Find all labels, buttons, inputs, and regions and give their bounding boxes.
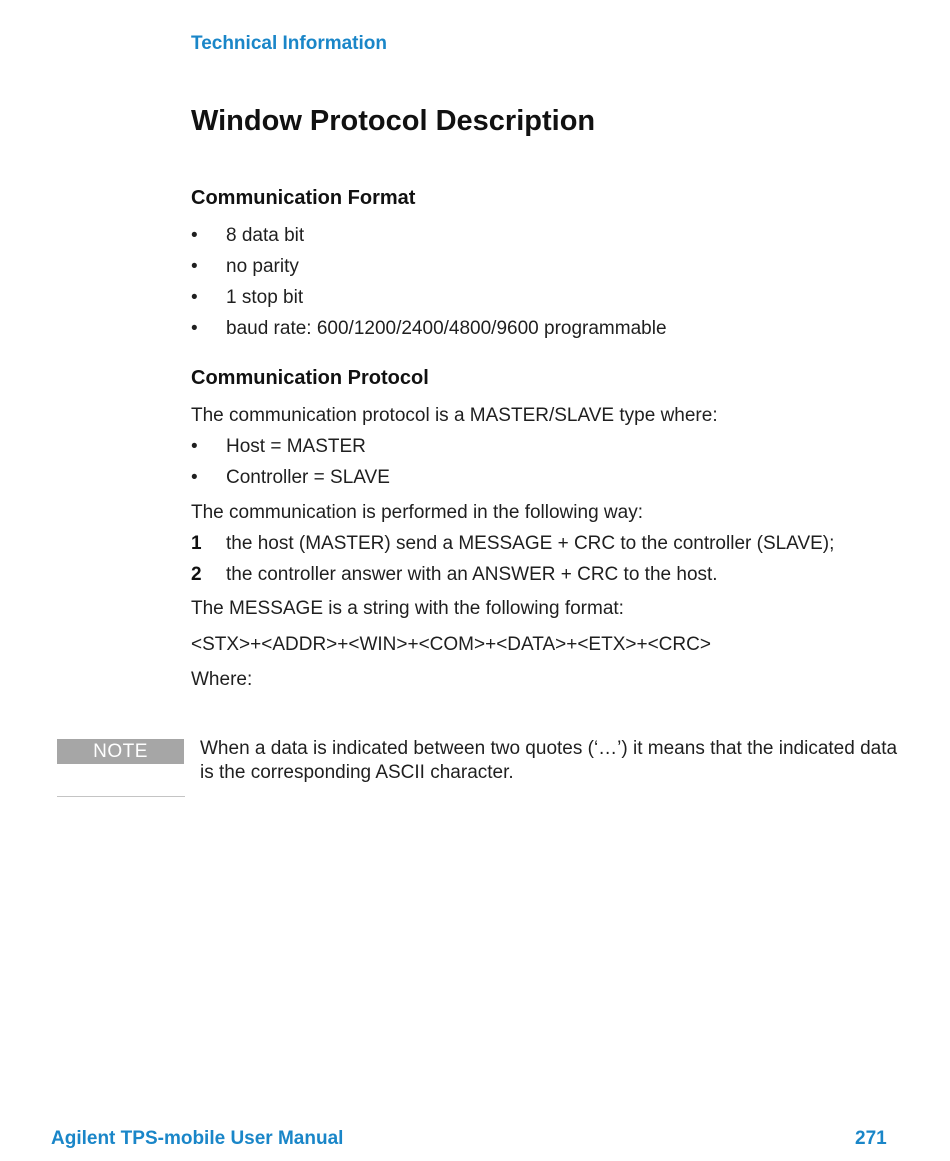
message-intro: The MESSAGE is a string with the following format: [191,598,624,619]
step-number: 2 [191,564,202,585]
note-text: When a data is indicated between two quotes (‘…’) it means that the indicated data is the corresponding ASCII character. [200,738,898,783]
list-item-text: no parity [226,256,299,277]
list-item-text: 1 stop bit [226,287,304,308]
communication-format-heading: Communication Format [191,187,416,209]
section-header: Technical Information [191,33,388,54]
protocol-intro: The communication protocol is a MASTER/SLAVE type where: [191,405,718,426]
bullet-icon: • [191,467,198,488]
list-item-text: Host = MASTER [226,436,366,457]
message-format: <STX>+<ADDR>+<WIN>+<COM>+<DATA>+<ETX>+<CRC> [191,634,711,655]
page-title: Window Protocol Description [191,105,596,137]
communication-protocol-heading: Communication Protocol [191,367,429,389]
bullet-icon: • [191,287,198,308]
bullet-icon: • [191,318,198,339]
bullet-icon: • [191,256,198,277]
step-number: 1 [191,533,202,554]
step-text: the host (MASTER) send a MESSAGE + CRC to the controller (SLAVE); [226,533,835,554]
list-item-text: 8 data bit [226,225,305,246]
where-label: Where: [191,669,253,690]
bullet-icon: • [191,436,198,457]
step-text: the controller answer with an ANSWER + CRC to the host. [226,564,718,585]
list-item-text: Controller = SLAVE [226,467,390,488]
way-intro: The communication is performed in the following way: [191,502,643,523]
footer-page-number: 271 [855,1128,887,1149]
note-divider [57,796,185,797]
footer-manual-title: Agilent TPS-mobile User Manual [51,1128,344,1149]
bullet-icon: • [191,225,198,246]
note-badge: NOTE [57,739,184,764]
list-item-text: baud rate: 600/1200/2400/4800/9600 programmable [226,318,667,339]
